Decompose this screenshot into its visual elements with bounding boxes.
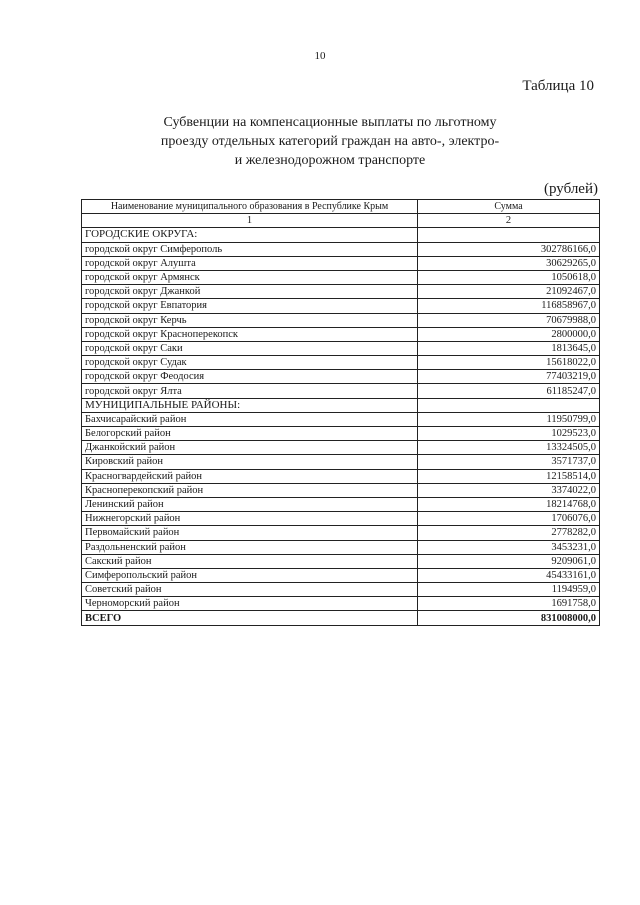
table-row [82,270,600,284]
table-row [82,512,600,526]
row-name: Бахчисарайский район [82,412,418,426]
table-row [82,526,600,540]
table-body [82,200,600,626]
units-label: (рублей) [543,181,598,197]
column-number-row [82,214,600,228]
table-row [82,242,600,256]
row-amount: 70679988,0 [418,313,600,327]
table-row [82,497,600,511]
row-amount: 21092467,0 [418,285,600,299]
table-row [82,469,600,483]
row-name: Белогорский район [82,427,418,441]
row-amount: 1691758,0 [418,597,600,611]
row-amount: 3374022,0 [418,483,600,497]
table-row [82,597,600,611]
table-row [82,299,600,313]
table-row [82,327,600,341]
row-name: Кировский район [82,455,418,469]
section-row [82,228,600,242]
row-amount: 15618022,0 [418,356,600,370]
table-row [82,483,600,497]
row-name: городской округ Судак [82,356,418,370]
table-row [82,285,600,299]
row-amount: 2800000,0 [418,327,600,341]
row-amount: 3571737,0 [418,455,600,469]
section-row [82,398,600,412]
row-amount: 9209061,0 [418,554,600,568]
row-name: городской округ Красноперекопск [82,327,418,341]
column-number: 2 [418,214,600,228]
row-amount: 302786166,0 [418,242,600,256]
row-name: городской округ Джанкой [82,285,418,299]
row-name: Советский район [82,583,418,597]
table-row [82,256,600,270]
row-name: городской округ Симферополь [82,242,418,256]
subsidy-table [81,199,600,626]
row-name: городской округ Евпатория [82,299,418,313]
table-row [82,356,600,370]
header-amount: Сумма [418,200,600,214]
row-amount: 61185247,0 [418,384,600,398]
table-row [82,370,600,384]
row-name: ГОРОДСКИЕ ОКРУГА: [82,228,418,242]
row-amount: 45433161,0 [418,568,600,582]
row-name: МУНИЦИПАЛЬНЫЕ РАЙОНЫ: [82,398,418,412]
row-name: Раздольненский район [82,540,418,554]
table-row [82,427,600,441]
row-amount: 13324505,0 [418,441,600,455]
row-name: Нижнегорский район [82,512,418,526]
row-name: Симферопольский район [82,568,418,582]
row-amount: 116858967,0 [418,299,600,313]
table-row [82,441,600,455]
page-number: 10 [314,50,326,62]
row-amount: 3453231,0 [418,540,600,554]
row-name: Красноперекопский район [82,483,418,497]
row-amount [418,228,600,242]
title-line: и железнодорожном транспорте [234,153,426,168]
header-name: Наименование муниципального образования в Республике Крым [82,200,418,214]
row-name: Джанкойский район [82,441,418,455]
row-name: городской округ Саки [82,341,418,355]
row-name: Черноморский район [82,597,418,611]
title-line: Субвенции на компенсационные выплаты по льготному [163,115,497,130]
row-amount [418,398,600,412]
table-row [82,583,600,597]
row-name: Ленинский район [82,497,418,511]
row-name: Красногвардейский район [82,469,418,483]
table-row [82,568,600,582]
row-name: Первомайский район [82,526,418,540]
title-line: проезду отдельных категорий граждан на авто-, электро- [160,134,500,149]
row-amount: 30629265,0 [418,256,600,270]
row-amount: 1029523,0 [418,427,600,441]
row-name: ВСЕГО [82,611,418,625]
row-amount: 1813645,0 [418,341,600,355]
row-amount: 1050618,0 [418,270,600,284]
row-amount: 2778282,0 [418,526,600,540]
row-name: городской округ Ялта [82,384,418,398]
row-amount: 1194959,0 [418,583,600,597]
table-row [82,384,600,398]
row-amount: 1706076,0 [418,512,600,526]
table-row [82,341,600,355]
row-name: Сакский район [82,554,418,568]
row-amount: 12158514,0 [418,469,600,483]
row-name: городской округ Алушта [82,256,418,270]
row-amount: 831008000,0 [418,611,600,625]
table-row [82,554,600,568]
row-name: городской округ Феодосия [82,370,418,384]
row-name: городской округ Керчь [82,313,418,327]
table-row [82,412,600,426]
column-number: 1 [82,214,418,228]
document-title [120,113,540,170]
table-label: Таблица 10 [522,78,594,94]
header-row [82,200,600,214]
table-row [82,455,600,469]
row-name: городской округ Армянск [82,270,418,284]
table-row [82,540,600,554]
row-amount: 11950799,0 [418,412,600,426]
row-amount: 18214768,0 [418,497,600,511]
total-row [82,611,600,625]
table-row [82,313,600,327]
row-amount: 77403219,0 [418,370,600,384]
